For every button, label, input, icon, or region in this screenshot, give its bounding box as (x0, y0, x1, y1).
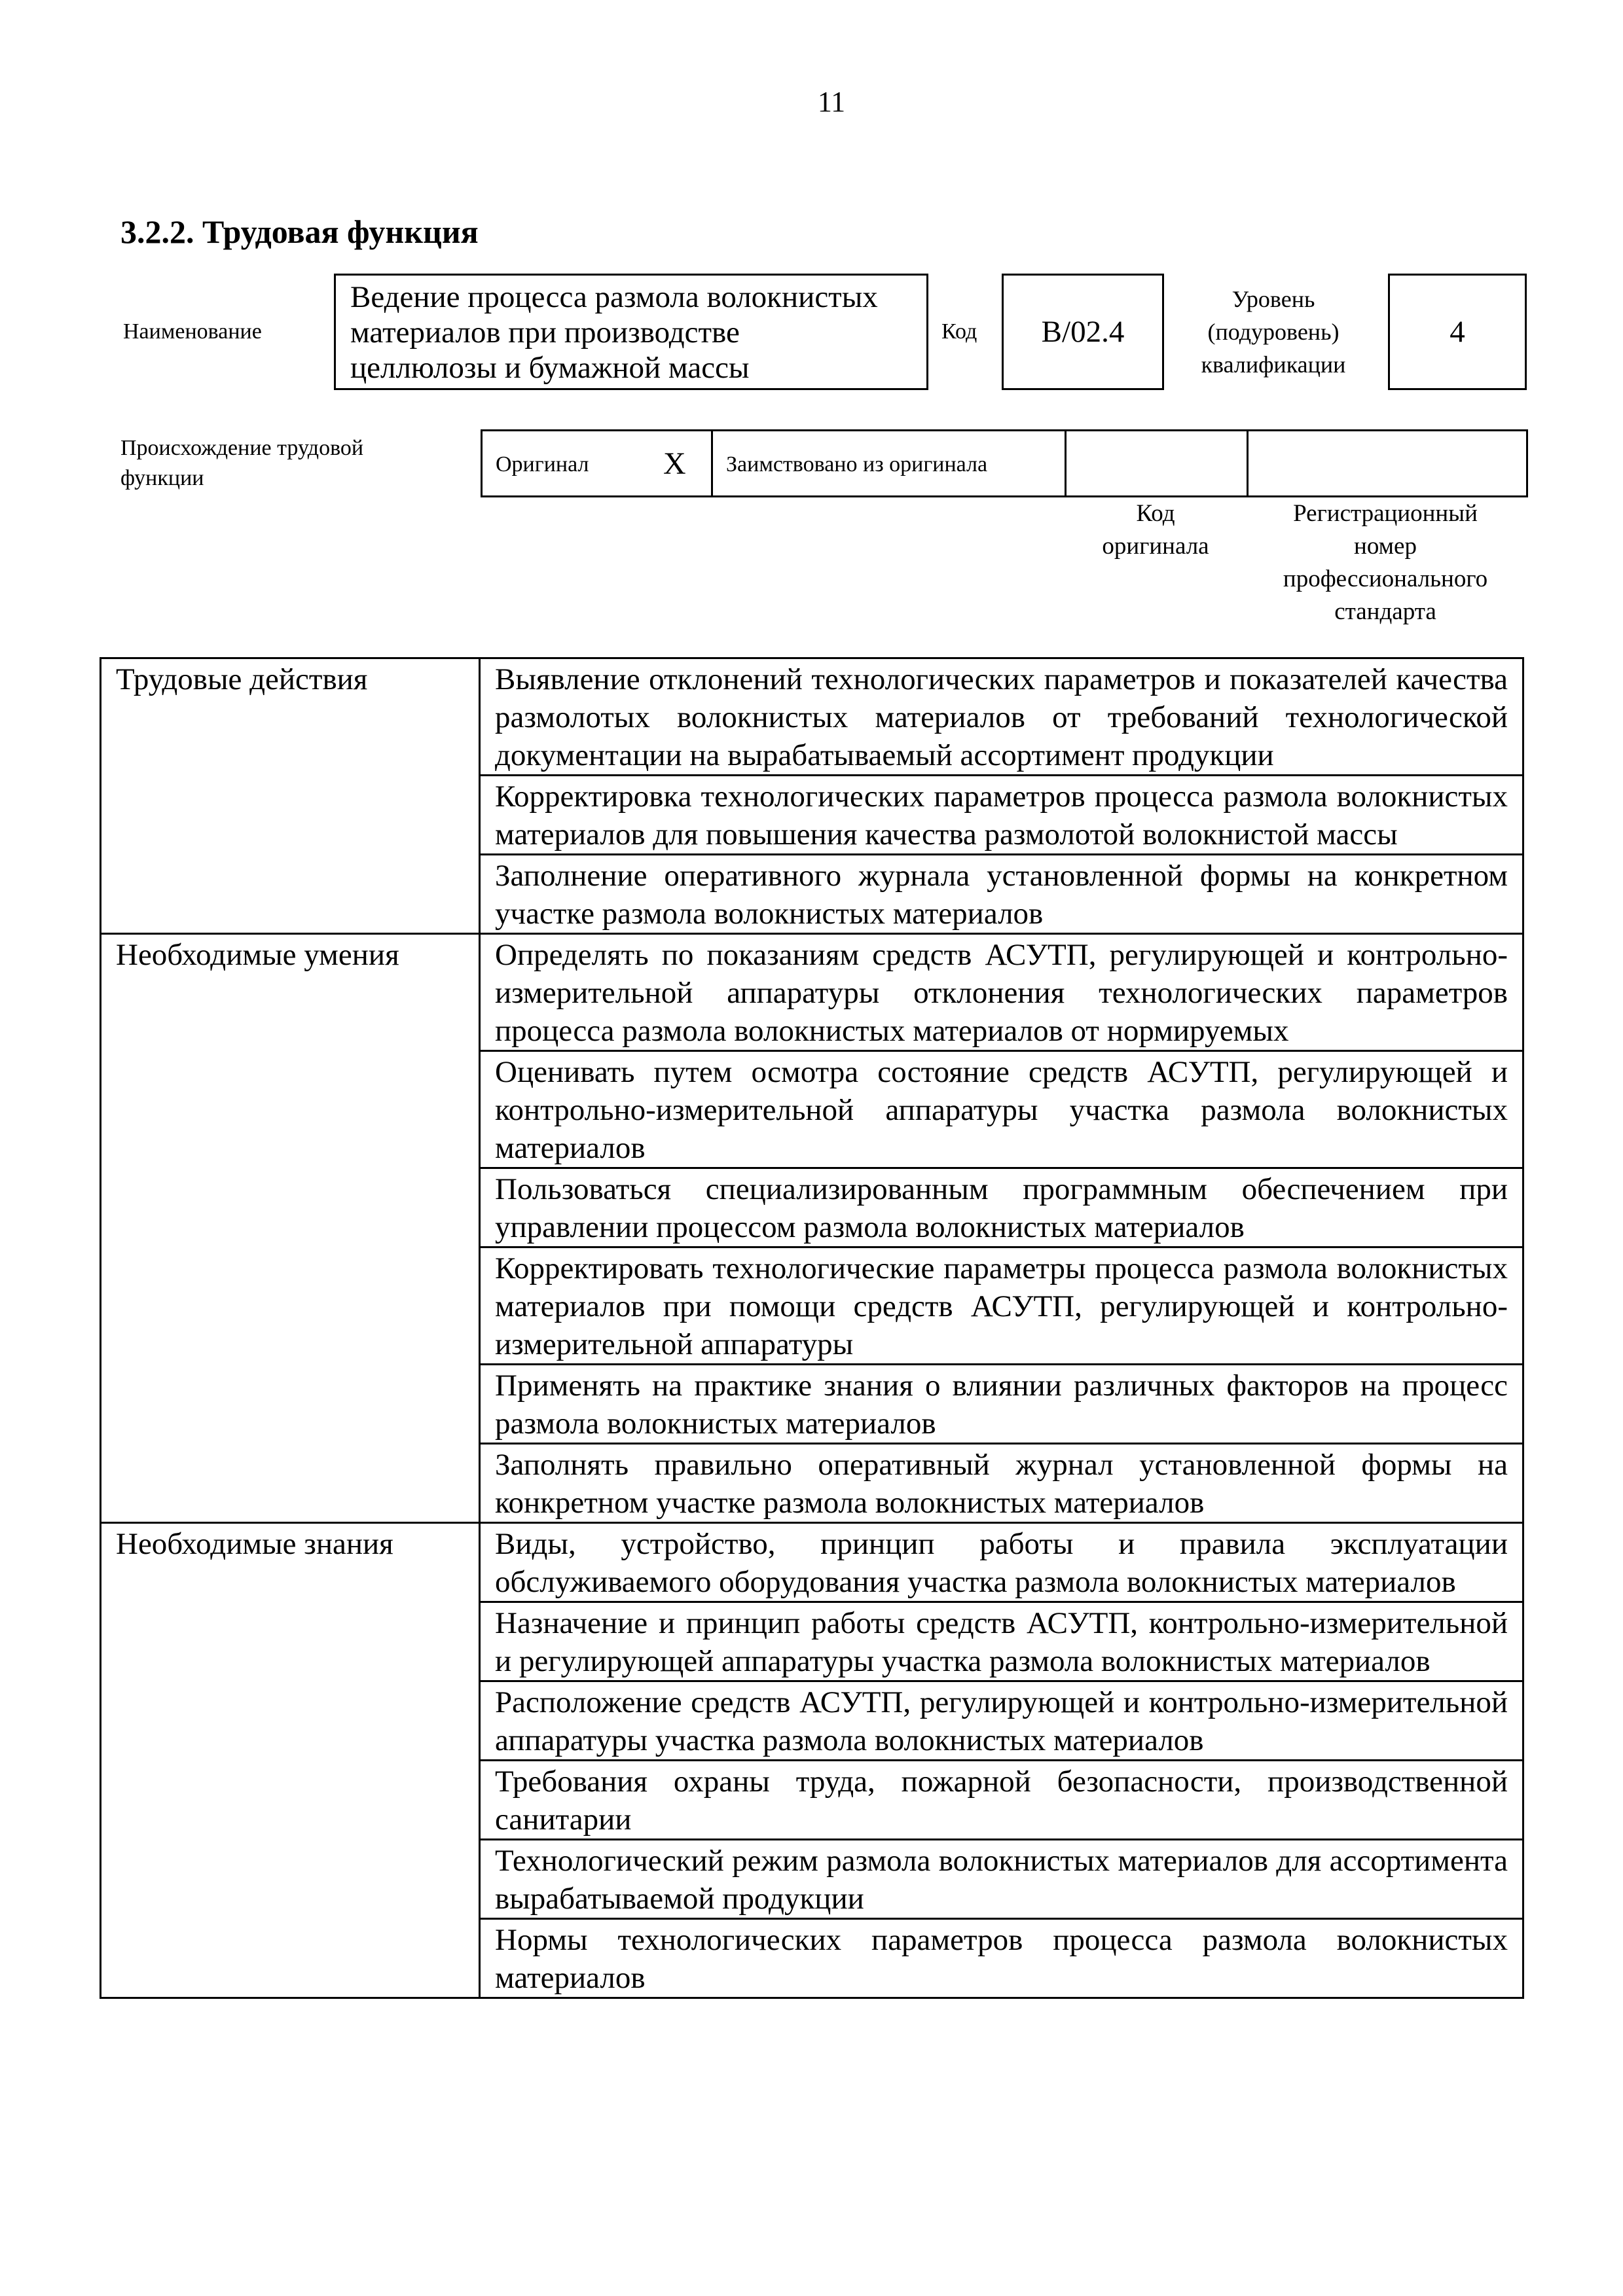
original-code-caption (1065, 497, 1247, 563)
table-cell: Корректировка технологических параметров процесса размола волокнистых материалов для повышения качества размолотой волокнистой массы (480, 776, 1523, 855)
table-cell: Применять на практике знания о влиянии различных факторов на процесс размола волокнистых материалов (480, 1365, 1523, 1444)
function-name-line: Ведение процесса размола волокнистых (350, 280, 878, 314)
registration-number-caption (1247, 497, 1524, 628)
function-name-line: материалов при производстве (350, 315, 740, 350)
code-value-box (1002, 274, 1164, 390)
table-cell: Нормы технологических параметров процесса размола волокнистых материалов (480, 1919, 1523, 1998)
caption-line: профессионального (1283, 565, 1488, 592)
code-value: B/02.4 (1041, 315, 1125, 349)
borrowed-cell (713, 431, 1067, 495)
table-cell: Технологический режим размола волокнистых материалов для ассортимента вырабатываемой продукции (480, 1840, 1523, 1919)
table-cell: Требования охраны труда, пожарной безопасности, производственной санитарии (480, 1761, 1523, 1840)
function-name-line: целлюлозы и бумажной массы (350, 351, 750, 385)
table-cell: Выявление отклонений технологических параметров и показателей качества размолотых волокнистых материалов от требований технологической документации на вырабатываемый ассортимент продукции (480, 658, 1523, 776)
original-cell (483, 431, 713, 495)
origin-row (481, 429, 1528, 497)
origin-label-line: функции (120, 466, 204, 490)
table-row (101, 1523, 1523, 1602)
code-label: Код (941, 319, 977, 344)
caption-line: Код (1136, 500, 1175, 527)
original-label: Оригинал (496, 452, 589, 476)
table-cell: Пользоваться специализированным программным обеспечением при управлении процессом размола волокнистых материалов (480, 1168, 1523, 1247)
labor-function-table (100, 657, 1524, 1999)
level-label-line: Уровень (1231, 286, 1315, 312)
table-cell: Заполнение оперативного журнала установленной формы на конкретном участке размола волокнистых материалов (480, 855, 1523, 934)
table-row (101, 934, 1523, 1051)
level-label (1172, 283, 1375, 381)
origin-label (120, 433, 363, 493)
function-name-box (334, 274, 928, 390)
table-cell: Оценивать путем осмотра состояние средств АСУТП, регулирующей и контрольно-измерительной аппаратуры участка размола волокнистых материалов (480, 1051, 1523, 1168)
table-cell: Расположение средств АСУТП, регулирующей и контрольно-измерительной аппаратуры участка размола волокнистых материалов (480, 1681, 1523, 1761)
origin-label-line: Происхождение трудовой (120, 436, 364, 460)
level-label-line: квалификации (1201, 351, 1346, 378)
registration-number-cell (1249, 431, 1526, 495)
table-cell: Назначение и принцип работы средств АСУТП, контрольно-измерительной и регулирующей аппаратуры участка размола волокнистых материалов (480, 1602, 1523, 1681)
name-label: Наименование (123, 319, 262, 344)
page-number: 11 (817, 86, 846, 118)
level-value-box (1388, 274, 1527, 390)
caption-line: оригинала (1102, 533, 1209, 560)
table-cell: Заполнять правильно оперативный журнал установленной формы на конкретном участке размола волокнистых материалов (480, 1444, 1523, 1523)
table-cell: Определять по показаниям средств АСУТП, регулирующей и контрольно-измерительной аппаратуры отклонения технологических параметров процесса размола волокнистых материалов от нормируемых (480, 934, 1523, 1051)
table-cell: Виды, устройство, принцип работы и правила эксплуатации обслуживаемого оборудования участка размола волокнистых материалов (480, 1523, 1523, 1602)
original-code-cell (1067, 431, 1249, 495)
group-label: Необходимые умения (101, 934, 480, 1523)
caption-line: номер (1354, 533, 1417, 560)
group-label: Необходимые знания (101, 1523, 480, 1998)
level-value: 4 (1450, 315, 1465, 349)
table-cell: Корректировать технологические параметры процесса размола волокнистых материалов при помощи средств АСУТП, регулирующей и контрольно-измерительной аппаратуры (480, 1247, 1523, 1365)
table-row (101, 658, 1523, 776)
original-mark: X (663, 446, 686, 481)
level-label-line: (подуровень) (1207, 319, 1340, 345)
caption-line: стандарта (1334, 598, 1436, 625)
caption-line: Регистрационный (1293, 500, 1478, 527)
borrowed-label: Заимствовано из оригинала (726, 452, 988, 476)
group-label: Трудовые действия (101, 658, 480, 934)
section-title: 3.2.2. Трудовая функция (120, 213, 479, 250)
